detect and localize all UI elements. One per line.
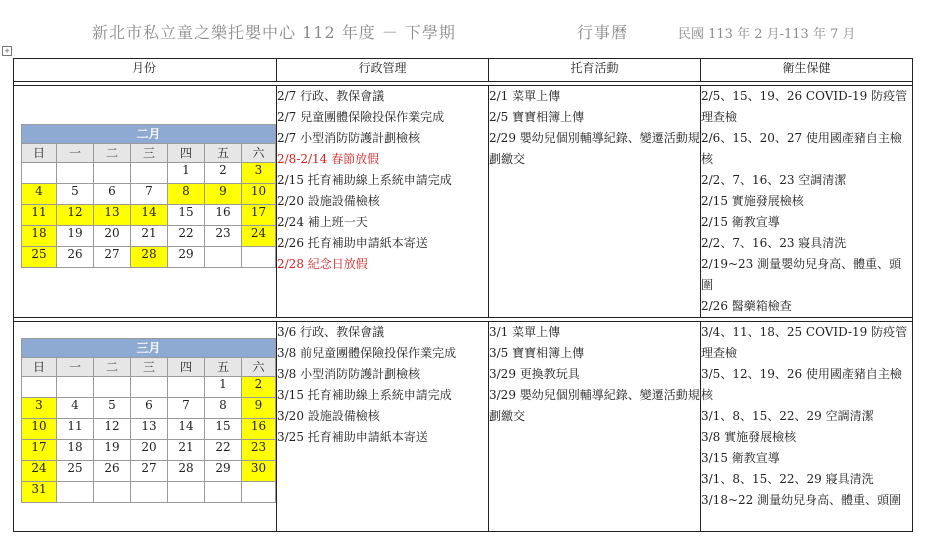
calendar-day: 1 bbox=[205, 377, 242, 398]
document-title bbox=[0, 20, 939, 46]
calendar-feb bbox=[21, 124, 276, 268]
calendar-day: 20 bbox=[131, 440, 168, 461]
calendar-week-row bbox=[22, 205, 276, 226]
calendar-day: 3 bbox=[22, 398, 57, 419]
admin-item: 3/6 行政、教保會議 bbox=[277, 325, 385, 339]
calendar-day: 29 bbox=[168, 247, 205, 268]
admin-item: 2/15 托育補助線上系統申請完成 bbox=[277, 173, 452, 187]
calendar-day: 26 bbox=[57, 247, 94, 268]
month-row-feb bbox=[14, 86, 913, 318]
activity-item: 3/5 寶寶相簿上傳 bbox=[489, 346, 585, 360]
calendar-week-row bbox=[22, 461, 276, 482]
calendar-day: 13 bbox=[131, 419, 168, 440]
month-cell-feb bbox=[14, 86, 277, 318]
calendar-day: 21 bbox=[131, 226, 168, 247]
calendar-day: 19 bbox=[94, 440, 131, 461]
calendar-day: 29 bbox=[205, 461, 242, 482]
admin-item: 2/20 設施設備檢核 bbox=[277, 194, 380, 208]
admin-item: 2/24 補上班一天 bbox=[277, 215, 368, 229]
health-item: 2/6、15、20、27 使用國產豬自主檢核 bbox=[701, 131, 902, 166]
calendar-day: 10 bbox=[242, 184, 276, 205]
calendar-day: 7 bbox=[131, 184, 168, 205]
health-item: 2/2、7、16、23 空調清潔 bbox=[701, 173, 847, 187]
calendar-day: 18 bbox=[22, 226, 57, 247]
activity-item: 2/5 寶寶相簿上傳 bbox=[489, 110, 585, 124]
health-item: 2/26 醫藥箱檢查 bbox=[701, 299, 792, 313]
weekday-label: 五 bbox=[205, 144, 242, 163]
calendar-day bbox=[57, 377, 94, 398]
weekday-label: 六 bbox=[242, 144, 276, 163]
calendar-day bbox=[242, 247, 276, 268]
calendar-weekday-row bbox=[22, 144, 276, 163]
calendar-day: 30 bbox=[242, 461, 276, 482]
calendar-day: 4 bbox=[22, 184, 57, 205]
calendar-day: 24 bbox=[242, 226, 276, 247]
calendar-week-row bbox=[22, 226, 276, 247]
calendar-day: 17 bbox=[22, 440, 57, 461]
title-main: 新北市私立童之樂托嬰中心 112 年度 － 下學期 bbox=[92, 23, 456, 42]
weekday-label: 五 bbox=[205, 358, 242, 377]
weekday-label: 一 bbox=[57, 144, 94, 163]
calendar-day: 4 bbox=[57, 398, 94, 419]
health-item: 3/1、8、15、22、29 空調清潔 bbox=[701, 409, 874, 423]
title-calendar: 行事曆 bbox=[577, 23, 629, 42]
activity-item: 3/29 更換教玩具 bbox=[489, 367, 580, 381]
calendar-week-row bbox=[22, 419, 276, 440]
admin-item: 3/8 前兒童團體保險投保作業完成 bbox=[277, 346, 457, 360]
activity-item: 3/29 嬰幼兒個別輔導紀錄、變遷活動規劃繳交 bbox=[489, 388, 700, 423]
admin-item: 2/7 兒童團體保險投保作業完成 bbox=[277, 110, 445, 124]
calendar-month-name: 二月 bbox=[22, 125, 276, 144]
weekday-label: 四 bbox=[168, 144, 205, 163]
weekday-label: 日 bbox=[22, 144, 57, 163]
calendar-day bbox=[94, 377, 131, 398]
calendar-day bbox=[94, 482, 131, 503]
calendar-day: 13 bbox=[94, 205, 131, 226]
activity-item: 3/1 菜單上傳 bbox=[489, 325, 561, 339]
admin-list-feb bbox=[277, 86, 489, 318]
calendar-day: 6 bbox=[131, 398, 168, 419]
header-month: 月份 bbox=[14, 59, 277, 82]
calendar-day: 28 bbox=[168, 461, 205, 482]
weekday-label: 二 bbox=[94, 144, 131, 163]
calendar-weekday-row bbox=[22, 358, 276, 377]
calendar-day: 22 bbox=[205, 440, 242, 461]
calendar-day: 2 bbox=[205, 163, 242, 184]
health-item: 3/18~22 測量幼兒身高、體重、頭圍 bbox=[701, 493, 902, 507]
calendar-day: 11 bbox=[57, 419, 94, 440]
calendar-month-name: 三月 bbox=[22, 339, 276, 358]
header-admin: 行政管理 bbox=[277, 59, 489, 82]
health-item: 2/5、15、19、26 COVID-19 防疫管理查檢 bbox=[701, 89, 908, 124]
health-item: 2/2、7、16、23 寢具清洗 bbox=[701, 236, 847, 250]
calendar-week-row bbox=[22, 440, 276, 461]
calendar-day: 27 bbox=[131, 461, 168, 482]
calendar-week-row bbox=[22, 163, 276, 184]
calendar-day: 16 bbox=[205, 205, 242, 226]
calendar-day: 1 bbox=[168, 163, 205, 184]
weekday-label: 三 bbox=[131, 144, 168, 163]
calendar-day: 25 bbox=[22, 247, 57, 268]
health-item: 3/1、8、15、22、29 寢具清洗 bbox=[701, 472, 874, 486]
calendar-day: 27 bbox=[94, 247, 131, 268]
admin-item: 2/7 行政、教保會議 bbox=[277, 89, 385, 103]
calendar-day: 19 bbox=[57, 226, 94, 247]
calendar-day: 3 bbox=[242, 163, 276, 184]
calendar-day: 17 bbox=[242, 205, 276, 226]
calendar-day bbox=[131, 163, 168, 184]
calendar-day: 8 bbox=[168, 184, 205, 205]
health-item: 3/5、12、19、26 使用國產豬自主檢核 bbox=[701, 367, 902, 402]
calendar-day: 11 bbox=[22, 205, 57, 226]
header-health: 衛生保健 bbox=[701, 59, 913, 82]
calendar-week-row bbox=[22, 398, 276, 419]
calendar-day: 26 bbox=[94, 461, 131, 482]
calendar-day: 21 bbox=[168, 440, 205, 461]
calendar-day: 5 bbox=[94, 398, 131, 419]
calendar-day: 8 bbox=[205, 398, 242, 419]
admin-list-mar bbox=[277, 322, 489, 532]
calendar-day bbox=[205, 482, 242, 503]
calendar-week-row bbox=[22, 247, 276, 268]
health-list-mar bbox=[701, 322, 913, 532]
month-cell-mar bbox=[14, 322, 277, 532]
calendar-day: 31 bbox=[22, 482, 57, 503]
calendar-day bbox=[94, 163, 131, 184]
health-item: 3/15 衛教宣導 bbox=[701, 451, 780, 465]
calendar-day: 9 bbox=[205, 184, 242, 205]
calendar-day: 22 bbox=[168, 226, 205, 247]
calendar-day: 12 bbox=[57, 205, 94, 226]
admin-item: 3/25 托育補助申請紙本寄送 bbox=[277, 430, 428, 444]
calendar-day bbox=[205, 247, 242, 268]
health-item: 2/15 衛教宣導 bbox=[701, 215, 780, 229]
admin-item: 2/26 托育補助申請紙本寄送 bbox=[277, 236, 428, 250]
admin-item: 3/8 小型消防防護計劃檢核 bbox=[277, 367, 421, 381]
weekday-label: 一 bbox=[57, 358, 94, 377]
admin-item: 3/15 托育補助線上系統申請完成 bbox=[277, 388, 452, 402]
calendar-day: 7 bbox=[168, 398, 205, 419]
weekday-label: 二 bbox=[94, 358, 131, 377]
calendar-day bbox=[57, 482, 94, 503]
month-row-mar bbox=[14, 322, 913, 532]
header-row bbox=[14, 59, 913, 82]
activities-list-mar bbox=[489, 322, 701, 532]
weekday-label: 三 bbox=[131, 358, 168, 377]
calendar-day bbox=[168, 377, 205, 398]
health-item: 3/4、11、18、25 COVID-19 防疫管理查檢 bbox=[701, 325, 908, 360]
schedule-table bbox=[13, 58, 913, 532]
weekday-label: 四 bbox=[168, 358, 205, 377]
admin-item: 2/7 小型消防防護計劃檢核 bbox=[277, 131, 421, 145]
calendar-day: 12 bbox=[94, 419, 131, 440]
calendar-day: 18 bbox=[57, 440, 94, 461]
table-move-handle-icon[interactable]: + bbox=[2, 46, 12, 56]
calendar-day bbox=[131, 482, 168, 503]
health-item: 2/19~23 測量嬰幼兒身高、體重、頭圍 bbox=[701, 257, 902, 292]
calendar-day bbox=[57, 163, 94, 184]
calendar-day bbox=[168, 482, 205, 503]
calendar-mar bbox=[21, 338, 276, 503]
activity-item: 2/29 嬰幼兒個別輔導紀錄、變遷活動規劃繳交 bbox=[489, 131, 700, 166]
calendar-day: 28 bbox=[131, 247, 168, 268]
calendar-day: 23 bbox=[242, 440, 276, 461]
calendar-day bbox=[22, 377, 57, 398]
admin-item: 2/8-2/14 春節放假 bbox=[277, 152, 380, 166]
health-list-feb bbox=[701, 86, 913, 318]
weekday-label: 六 bbox=[242, 358, 276, 377]
activity-item: 2/1 菜單上傳 bbox=[489, 89, 561, 103]
calendar-day: 10 bbox=[22, 419, 57, 440]
health-item: 2/15 實施發展檢核 bbox=[701, 194, 804, 208]
calendar-day bbox=[242, 482, 276, 503]
calendar-week-row bbox=[22, 184, 276, 205]
title-date-range: 民國 113 年 2 月-113 年 7 月 bbox=[678, 27, 856, 42]
calendar-day bbox=[22, 163, 57, 184]
calendar-week-row bbox=[22, 377, 276, 398]
calendar-day: 14 bbox=[131, 205, 168, 226]
calendar-day: 14 bbox=[168, 419, 205, 440]
calendar-day: 6 bbox=[94, 184, 131, 205]
calendar-day: 15 bbox=[168, 205, 205, 226]
admin-item: 2/28 紀念日放假 bbox=[277, 257, 368, 271]
header-activities: 托育活動 bbox=[489, 59, 701, 82]
calendar-day: 20 bbox=[94, 226, 131, 247]
calendar-day: 23 bbox=[205, 226, 242, 247]
calendar-day bbox=[131, 377, 168, 398]
calendar-day: 9 bbox=[242, 398, 276, 419]
calendar-day: 25 bbox=[57, 461, 94, 482]
calendar-day: 15 bbox=[205, 419, 242, 440]
weekday-label: 日 bbox=[22, 358, 57, 377]
calendar-day: 5 bbox=[57, 184, 94, 205]
calendar-week-row bbox=[22, 482, 276, 503]
calendar-day: 2 bbox=[242, 377, 276, 398]
health-item: 3/8 實施發展檢核 bbox=[701, 430, 797, 444]
calendar-day: 16 bbox=[242, 419, 276, 440]
calendar-day: 24 bbox=[22, 461, 57, 482]
activities-list-feb bbox=[489, 86, 701, 318]
admin-item: 3/20 設施設備檢核 bbox=[277, 409, 380, 423]
